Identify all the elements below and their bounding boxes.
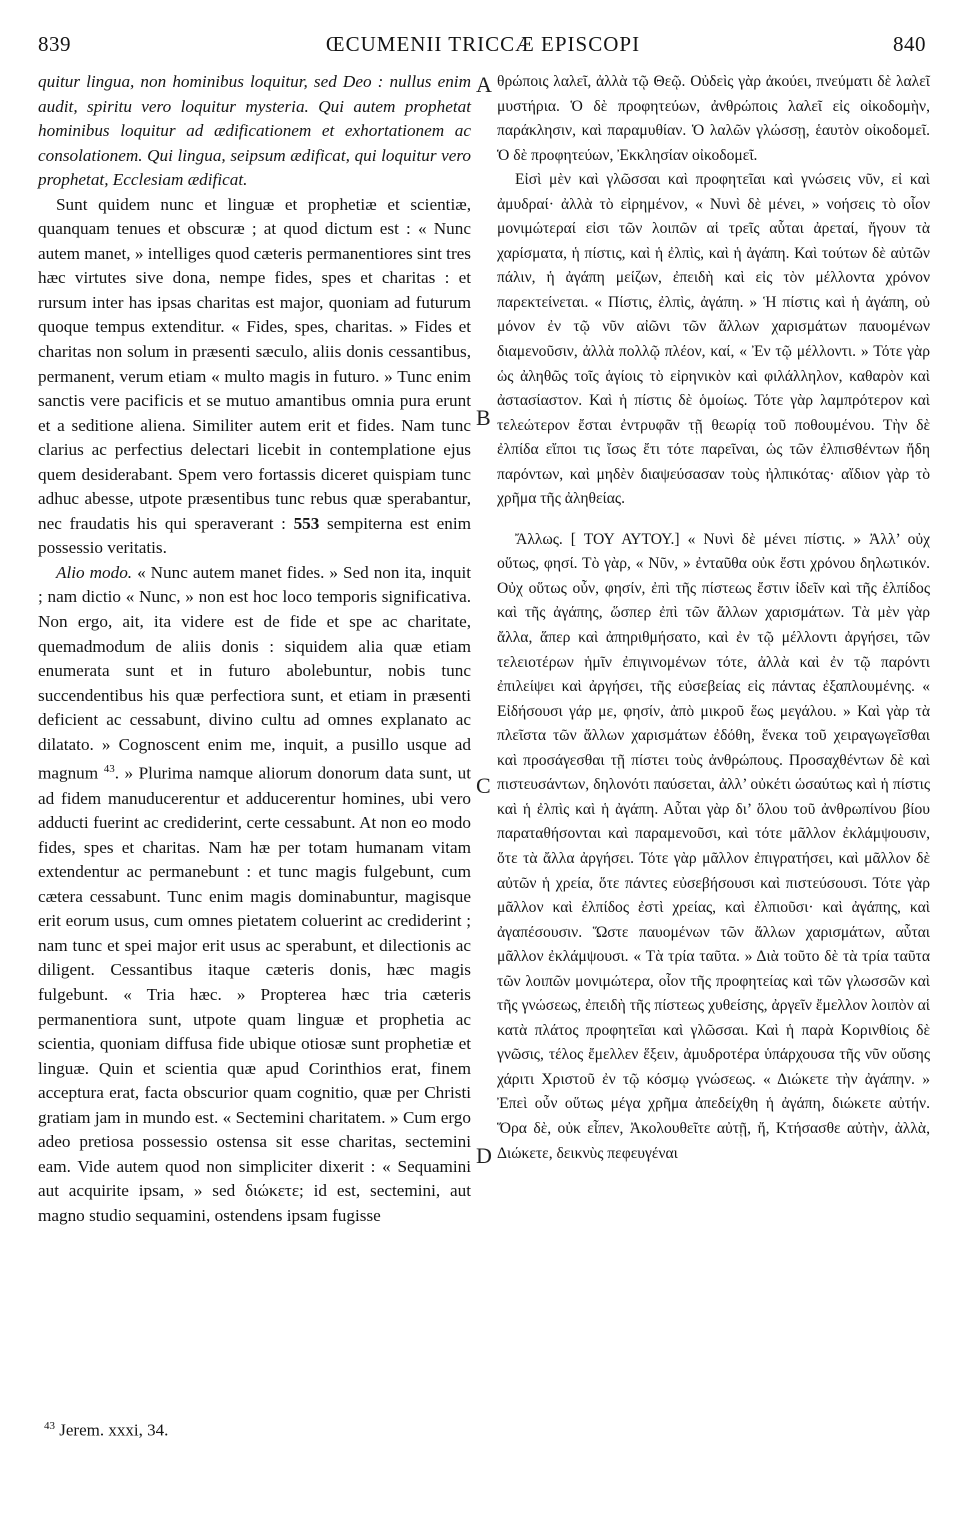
margin-letter-c: C bbox=[476, 773, 491, 798]
latin-paragraph-2-text: Sunt quidem nunc et linguæ et prophetiæ et scientiæ, quanquam tenues et obscuræ ; at quod dictum est : « Nunc autem manet, » intelliges quod cæteris permanentiores sint tres hæc virtutes sive dona, nempe fides, spes et charitas : et rursum inter has ipsas charitas est major, quoniam ad futurum quoque tempus extenditur. « Fides, spes, charitas. » Fides et charitas non solum in præsenti sæculo, aliis donis cessantibus, permanent, verum etiam « multo magis in futuro. » Tunc enim sanctis vere pacificis et se mutuo amantibus omnia pura erunt et a seditione aliena. Similiter autem erit et fides. Nam tunc clarius ac perfectius delectari licebit in contemplatione ejus quem desiderabant. Spem vero fortassis diceret quispiam tunc adhuc abesse, utpote præsentibus tunc rebus quæ sperabantur, nec fraudatis his qui speraverant : bbox=[38, 194, 471, 533]
column-number: 553 bbox=[293, 513, 320, 533]
page-number-right: 840 bbox=[893, 32, 926, 56]
latin-paragraph-1: quitur lingua, non hominibus loquitur, sed Deo : nullus enim audit, spiritu vero loquitur mysteria. Qui autem prophetat hominibus loquitur ad ædificationem et exhortationem ac consolationem. Qui lingua, seipsum ædificat, qui loquitur vero prophetat, Ecclesiam ædificat. bbox=[38, 72, 471, 190]
latin-paragraph-3 bbox=[38, 561, 471, 1229]
footnote-number: 43 bbox=[44, 1420, 55, 1432]
latin-column bbox=[38, 70, 471, 1228]
margin-letter-b: B bbox=[476, 405, 491, 430]
footnote-reference: 43 bbox=[103, 763, 115, 776]
greek-paragraph-3-text: « Νυνὶ δὲ μένει πίστις. » Ἀλλ’ οὐχ οὕτως, φησί. Τὸ γὰρ, « Νῦν, » ἐνταῦθα οὐκ ἔστι χρόνου δηλωτικόν. Οὐχ οὕτως οὖν, φησίν, ἐπὶ τῆς πίστεως ἔστιν ἰδεῖν καὶ τῆς ἐλπίδος καὶ τῆς ἀγάπης, ὥσπερ ἐπὶ τῶν ἄλλων χαρισμάτων. Τὰ μὲν γὰρ ἄλλα, ἅπερ καὶ ἀπηριθμήσατο, καὶ ἐν τῷ μέλλοντι ἀργήσει, τῶν τελειοτέρων ἡμῖν ἐπιγινομένων τότε, ἀλλὰ καὶ ἐν τῷ παρόντι ἐπιλείψει καὶ ἀργήσει, τῆς εὐσεβείας εἰς πάντας ἐξαπλουμένης. « Εἰδήσουσι γάρ με, φησίν, ἀπὸ μικροῦ ἕως μεγάλου. » Καὶ γὰρ τὰ πλεῖστα τῶν ἄλλων χαρισμάτων ἐδόθη, ἕνεκα τοῦ χειραγωγεῖσθαι καὶ προσάγεσθαι τῇ πίστει τοὺς ἀνθρώπους. Προσαχθέντων δὲ καὶ πιστευσάντων, δηλονότι παύσεται, ἀλλ’ οὐκέτι ὡσαύτως καὶ ἡ πίστις καὶ ἡ ἐλπὶς καὶ ἡ ἀγάπη. Αὗται γὰρ δι’ ὅλου τοῦ ἀνθρωπίνου βίου παραταθήσονται καὶ παραμενοῦσι, καὶ τότε μᾶλλον ἐκλάμψουσιν, ὅτε τὰ ἄλλα ἀργήσει. Τότε γὰρ μᾶλλον ἐπιγρατήσει, καὶ μᾶλλον δὲ αὐτῶν ἡ χρεία, ὅτε πάντες εὐσεβήσουσι καὶ πιστεύσουσι. Τότε γὰρ μᾶλλον καὶ ἐλπίδος ἐστὶ χρείας, καὶ ἐλπιοῦσι· καὶ ἀγάπης, καὶ ἀγαπέσουσιν. Ὥστε παυομένων τῶν ἄλλων χαρισμάτων, αὗται μᾶλλον ἐκλάμψουσι. « Τὰ τρία ταῦτα. » Διὰ τοῦτο δὲ τὰ τρία ταῦτα τῶν λοιπῶν μονιμώτερα, οἷον τῆς προφητείας καὶ τῶν γλωσσῶν καὶ τῆς γνώσεως, ἐπειδὴ τῆς πίστεως χυθείσης, ἀργεῖν ἔμελλον λοιπὸν αἱ κατὰ πλάτος προφητεῖαι καὶ γλῶσσαι. Καὶ ἡ παρὰ Κορινθίοις δὲ γνῶσις, τέλος ἔμελλεν ἕξειν, ἀμυδροτέρα ὑπάρχουσα τῆς νῦν οὔσης χάριτι Χριστοῦ ἐν τῷ κόσμῳ γνώσεως. « Διώκετε τὴν ἀγάπην. » Ἐπεὶ οὖν οὕτως μέγα χρῆμα ἀπεδείχθη ἡ ἀγάπη, διώκετε αὐτήν. Ὅρα δὲ, οὐκ εἶπεν, Ἀκολουθεῖτε αὐτῇ, ἤ, Κτήσασθε αὐτὴν, ἀλλὰ, Διώκετε, δεικνὺς πεφευγέναι bbox=[497, 530, 931, 1162]
footnote bbox=[44, 1420, 168, 1441]
latin-paragraph-3-lead: Alio modo. bbox=[56, 562, 133, 582]
page-number-left: 839 bbox=[38, 32, 71, 56]
greek-column bbox=[497, 70, 930, 1166]
latin-paragraph-2 bbox=[38, 193, 471, 561]
margin-letter-a: A bbox=[476, 72, 492, 97]
section-gap bbox=[497, 512, 930, 528]
greek-paragraph-2: Εἰσὶ μὲν καὶ γλῶσσαι καὶ προφητεῖαι καὶ γνώσεις νῦν, εἰ καὶ ἀμυδραί· ἀλλὰ τὸ εἰρημένον, « Νυνὶ δὲ μένει, » νοήσεις τὸ οἷον μονιμώτεραί εἰσι τῶν λοιπῶν αἱ τρεῖς αὗται ἀρεταί, ἤγουν τὰ χαρίσματα, ἡ πίστις, καὶ ἡ ἐλπὶς, καὶ ἡ ἀγάπη. Καὶ τούτων δὲ αὐτῶν πάλιν, ἡ ἀγάπη μείζων, ἐπειδὴ καὶ εἰς τὸν μέλλοντα χρόνον παρεκτείνεται. « Πίστις, ἐλπὶς, ἀγάπη. » Ἡ πίστις καὶ ἡ ἀγάπη, οὐ μόνον ἐν τῷ νῦν αἰῶνι τῶν ἄλλων χαρισμάτων παυομένων διαμενοῦσιν, ἀλλὰ πολλῷ πλέον, καί, « Ἐν τῷ μέλλοντι. » Τότε γὰρ ὡς ἀληθῶς τοῖς ἁγίοις τὸ εἰρηνικὸν καὶ φιλάλληλον, καθαρὸν καὶ ἀστασίαστον. Καὶ ἡ πίστις δὲ ὁμοίως. Τότε γὰρ λαμπρότερον καὶ τελεώτερον ἔσται ἐντρυφᾶν τῇ θεωρίᾳ τοῦ ποθουμένου. Τὴν δὲ ἐλπίδα εἴποι τις ἴσως ἔτι τότε παρεῖναι, ὡς τῶν ἐλπισθέντων ἤδη παρόντων, καὶ μηδὲν διαψεύσασαν τοὺς ἠλπικότας· αἴδιον γὰρ τὸ χρῆμα τῆς ἀληθείας. bbox=[497, 171, 930, 508]
latin-paragraph-3-rest: . » Plurima namque aliorum donorum data sunt, ut ad fidem manuducerentur et adducerentur homines, ubi vero adducti fuerint ac crediderint, certe cessabunt. At non eo modo fides, spes et charitas. Nam hæ per totam humanam vitam extendentur ac permanebunt : et tunc magis fulgebunt, cum cætera cessabunt. Tunc enim magis dominabuntur, magisque erit eorum usus, cum omnes pietatem coluerint ac crediderint ; nam tunc et spei major erit usus ac sperabunt, et dilectionis ac diligent. Cessantibus itaque cæteris donis, hæc magis fulgebunt. « Tria hæc. » Propterea hæc tria cæteris permanentiora sunt, utpote quam linguæ et prophetia ac scientia, quoniam diffusa fide ubique otiosæ sunt prophetiæ et linguæ. Quin et scientia quæ apud Corinthios erat, finem acceptura erat, facta obscurior quam cognitio, quæ per Christi gratiam jam in mundo est. « Sectemini charitatem. » Cum ergo adeo pretiosa possessio ostensa sit esse charitas, sectemini eam. Vide autem quod non simpliciter dixerit : « Sequamini aut acquirite ipsam, » sed διώκετε; id est, sectemini, aut magno studio sequamini, ostendens ipsam fugisse bbox=[38, 764, 472, 1225]
greek-paragraph-1: θρώποις λαλεῖ, ἀλλὰ τῷ Θεῷ. Οὐδεὶς γὰρ ἀκούει, πνεύματι δὲ λαλεῖ μυστήρια. Ὁ δὲ προφητεύων, ἀνθρώποις λαλεῖ εἰς οἰκοδομὴν, παράκλησιν, καὶ παραμυθίαν. Ὁ λαλῶν γλώσσῃ, ἑαυτὸν οἰκοδομεῖ. Ὁ δὲ προφητεύων, Ἐκκλησίαν οἰκοδομεῖ. bbox=[497, 73, 930, 164]
greek-paragraph-3-lead: Ἄλλως. [ ΤΟΥ ΑΥΤΟΥ.] bbox=[515, 530, 680, 548]
latin-paragraph-2-end: sempiterna est enim possessio veritatis. bbox=[38, 513, 471, 558]
greek-paragraph-3 bbox=[497, 528, 930, 1166]
footnote-text: Jerem. xxxi, 34. bbox=[59, 1420, 169, 1440]
latin-paragraph-3-text: « Nunc autem manet fides. » Sed non ita, inquit ; nam dictio « Nunc, » non est hoc loco temporis significativa. Non ergo, ait, ita videre est de fide et spe ac charitate, quemadmodum de aliis donis : siquidem alia quæ etiam enumerata sunt et in futuro abolebuntur, nobis tunc succendentibus his quæ perfectiora sunt, et etiam in præsenti deficient ac cessabunt, divino cultu ad omnes explanato ac dilatato. » Cognoscent enim me, inquit, a pusillo usque ad magnum bbox=[38, 562, 472, 784]
margin-letter-d: D bbox=[476, 1143, 492, 1168]
running-title: ŒCUMENII TRICCÆ EPISCOPI bbox=[325, 32, 641, 56]
